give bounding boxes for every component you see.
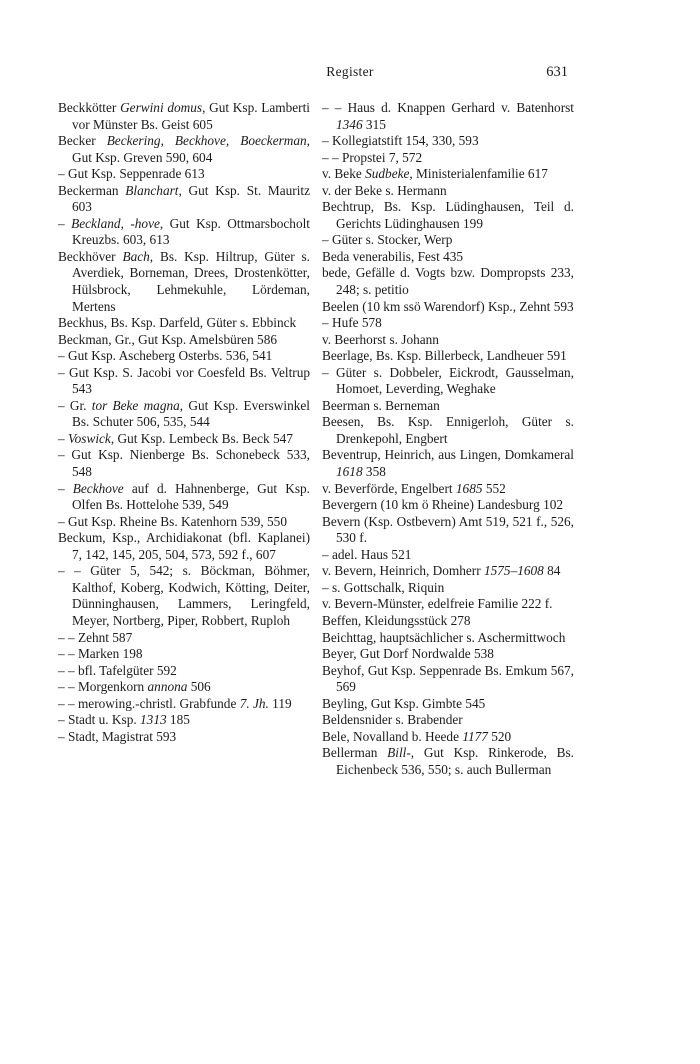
index-entry: – Beckhove auf d. Hahnenberge, Gut Ksp. Olfen Bs. Hottelohe 539, 549 bbox=[58, 480, 310, 513]
index-entry: – Gut Ksp. S. Jacobi vor Coesfeld Bs. Veltrup 543 bbox=[58, 364, 310, 397]
index-entry: Becker Beckering, Beckhove, Boeckerman, Gut Ksp. Greven 590, 604 bbox=[58, 133, 310, 165]
index-entry: Beckhus, Bs. Ksp. Darfeld, Güter s. Ebbinck bbox=[58, 315, 297, 331]
index-entry: – – Marken 198 bbox=[58, 646, 143, 662]
index-entry: Beffen, Kleidungsstück 278 bbox=[322, 612, 471, 628]
index-entry: – – Zehnt 587 bbox=[58, 629, 133, 645]
page-header bbox=[0, 64, 700, 84]
index-entry: bede, Gefälle d. Vogts bzw. Dompropsts 233, 248; s. petitio bbox=[322, 265, 574, 298]
index-entry: Beerman s. Berneman bbox=[322, 397, 440, 413]
index-entry: v. Beke Sudbeke, Ministerialenfamilie 617 bbox=[322, 166, 548, 182]
index-entry: Bechtrup, Bs. Ksp. Lüdinghausen, Teil d. Gerichts Lüdinghausen 199 bbox=[322, 199, 574, 231]
index-entry: – Gut Ksp. Rheine Bs. Katenhorn 539, 550 bbox=[58, 513, 287, 529]
index-entry: Beckum, Ksp., Archidiakonat (bfl. Kaplanei) 7, 142, 145, 205, 504, 573, 592 f., 607 bbox=[58, 530, 310, 562]
index-entry: – Voswick, Gut Ksp. Lembeck Bs. Beck 547 bbox=[58, 430, 293, 446]
index-entry: Bele, Novalland b. Heede 1177 520 bbox=[322, 728, 512, 744]
index-entry: Bevergern (10 km ö Rheine) Landesburg 102 bbox=[322, 497, 564, 513]
index-entry: – Kollegiatstift 154, 330, 593 bbox=[322, 133, 479, 149]
index-entry: Beckhöver Bach, Bs. Ksp. Hiltrup, Güter s. Averdiek, Borneman, Drees, Drostenkötter, Hülsbrock, Lehmekuhle, Lördeman, Mertens bbox=[58, 248, 310, 314]
index-entry: v. Beerhorst s. Johann bbox=[322, 331, 439, 347]
index-entry: Beyhof, Gut Ksp. Seppenrade Bs. Emkum 567, 569 bbox=[322, 662, 574, 695]
running-head: Register bbox=[326, 64, 374, 79]
index-entry: – Stadt u. Ksp. 1313 185 bbox=[58, 712, 190, 728]
page-number: 631 bbox=[546, 64, 568, 80]
index-column-left bbox=[58, 100, 310, 745]
index-column-right bbox=[322, 100, 574, 778]
index-entry: – Gr. tor Beke magna, Gut Ksp. Everswinkel Bs. Schuter 506, 535, 544 bbox=[58, 397, 310, 430]
index-entry: v. Bevern-Münster, edelfreie Familie 222 f. bbox=[322, 596, 553, 612]
index-entry: Bellerman Bill-, Gut Ksp. Rinkerode, Bs. Eichenbeck 536, 550; s. auch Bullerman bbox=[322, 745, 574, 777]
index-entry: Beelen (10 km ssö Warendorf) Ksp., Zehnt 593 bbox=[322, 298, 574, 314]
index-entry: v. der Beke s. Hermann bbox=[322, 182, 447, 198]
index-entry: – – Morgenkorn annona 506 bbox=[58, 679, 211, 695]
index-entry: – Güter s. Stocker, Werp bbox=[322, 232, 453, 248]
index-entry: – s. Gottschalk, Riquin bbox=[322, 579, 445, 595]
index-entry: Beckerman Blanchart, Gut Ksp. St. Mauritz 603 bbox=[58, 182, 310, 215]
index-entry: – Beckland, -hove, Gut Ksp. Ottmarsbocholt Kreuzbs. 603, 613 bbox=[58, 215, 310, 248]
index-entry: – Gut Ksp. Seppenrade 613 bbox=[58, 166, 205, 182]
index-entry: – – Haus d. Knappen Gerhard v. Batenhorst 1346 315 bbox=[322, 100, 574, 132]
index-entry: – Stadt, Magistrat 593 bbox=[58, 728, 177, 744]
index-entry: v. Bevern, Heinrich, Domherr 1575–1608 84 bbox=[322, 563, 561, 579]
index-entry: Beichttag, hauptsächlicher s. Aschermittwoch bbox=[322, 629, 566, 645]
index-entry: – Hufe 578 bbox=[322, 315, 382, 331]
index-entry: – Gut Ksp. Nienberge Bs. Schonebeck 533, 548 bbox=[58, 447, 310, 480]
index-entry: Beyer, Gut Dorf Nordwalde 538 bbox=[322, 646, 494, 662]
index-entry: – – merowing.-christl. Grabfunde 7. Jh. 119 bbox=[58, 695, 292, 711]
index-entry: – Güter s. Dobbeler, Eickrodt, Gausselman, Homoet, Leverding, Weghake bbox=[322, 364, 574, 397]
index-entry: v. Beverförde, Engelbert 1685 552 bbox=[322, 480, 506, 496]
index-entry: Beyling, Gut Ksp. Gimbte 545 bbox=[322, 695, 486, 711]
index-entry: – – Güter 5, 542; s. Böckman, Böhmer, Kalthof, Koberg, Kodwich, Kötting, Deiter, Dünninghausen, Lammers, Leringfeld, Meyer, Nortberg, Piper, Robbert, Ruploh bbox=[58, 563, 310, 628]
index-entry: – – bfl. Tafelgüter 592 bbox=[58, 662, 177, 678]
index-entry: – – Propstei 7, 572 bbox=[322, 149, 423, 165]
index-entry: – Gut Ksp. Ascheberg Osterbs. 536, 541 bbox=[58, 348, 273, 364]
index-entry: – adel. Haus 521 bbox=[322, 546, 412, 562]
index-entry: Beesen, Bs. Ksp. Ennigerloh, Güter s. Drenkepohl, Engbert bbox=[322, 414, 574, 446]
index-entry: Beldensnider s. Brabender bbox=[322, 712, 463, 728]
index-entry: Beda venerabilis, Fest 435 bbox=[322, 248, 464, 264]
index-entry: Beventrup, Heinrich, aus Lingen, Domkameral 1618 358 bbox=[322, 447, 574, 480]
index-entry: Bevern (Ksp. Ostbevern) Amt 519, 521 f., 526, 530 f. bbox=[322, 513, 574, 546]
index-entry: Beckman, Gr., Gut Ksp. Amelsbüren 586 bbox=[58, 331, 278, 347]
index-entry: Beckkötter Gerwini domus, Gut Ksp. Lamberti vor Münster Bs. Geist 605 bbox=[58, 100, 310, 132]
index-entry: Beerlage, Bs. Ksp. Billerbeck, Landheuer 591 bbox=[322, 348, 567, 364]
